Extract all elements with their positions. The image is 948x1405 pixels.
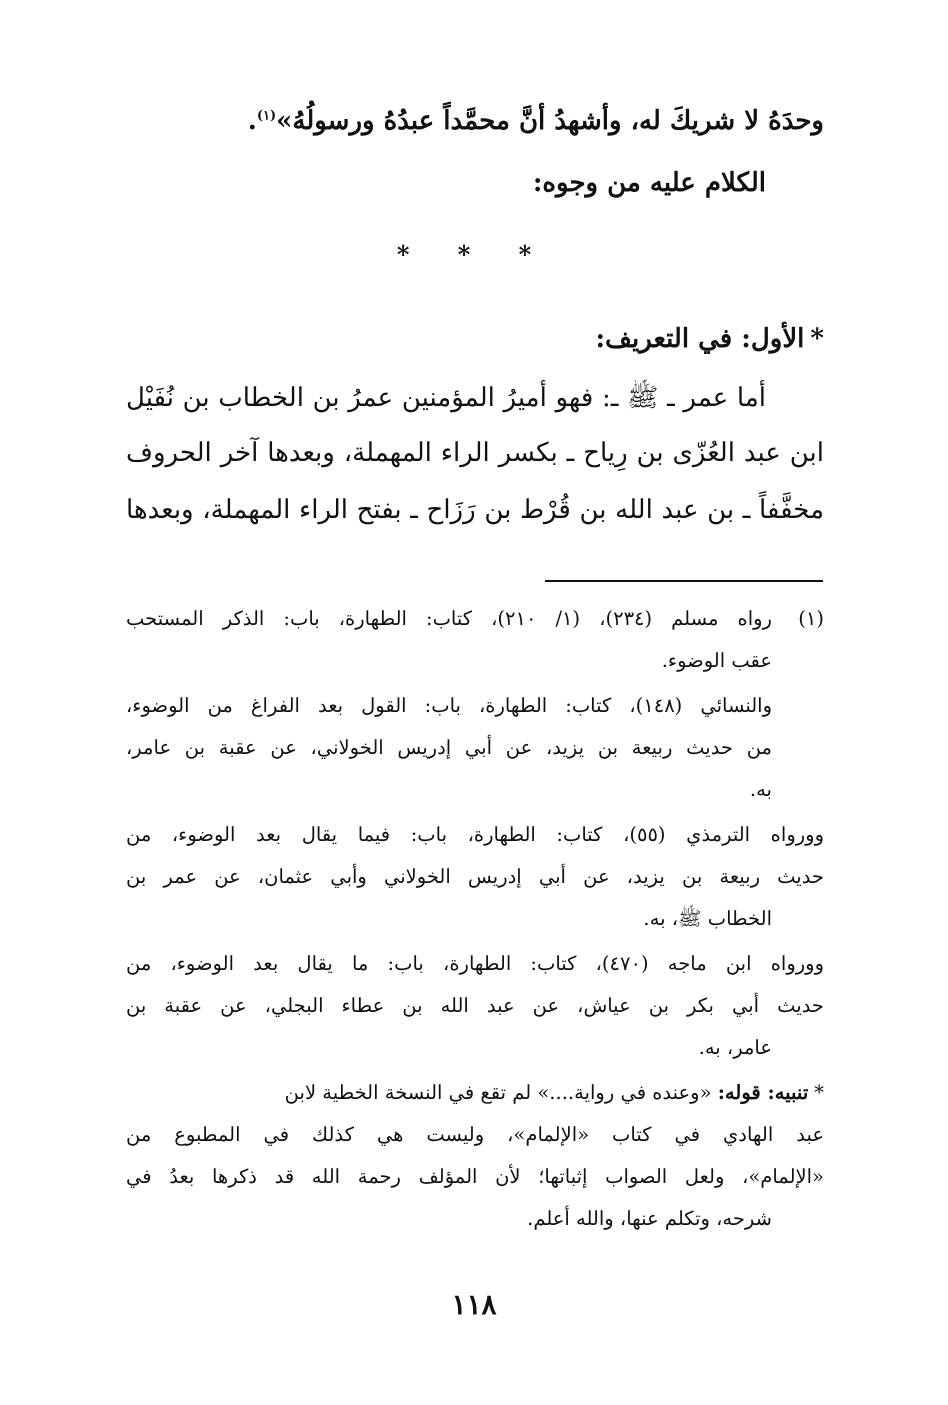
footnote-ref-1: (١) (256, 108, 277, 124)
note-text: «وعنده في رواية....» لم تقع في النسخة الخطية لابن (284, 1081, 712, 1104)
heading-star-icon: * (810, 324, 824, 354)
section-heading-text: الأول: في التعريف: (595, 324, 805, 354)
footnote-number: (١) (798, 607, 824, 630)
footnote-line-5: به. (749, 778, 772, 801)
footnote-line-6: وورواه الترمذي (٥٥)، كتاب: الطهارة، باب: فيما يقال بعد الوضوء، من (126, 823, 824, 846)
main-line-1-end: . (247, 106, 257, 136)
paragraph-line-2: ابن عبد العُزّى بن رِياح ـ بكسر الراء المهملة، وبعدها آخر الحروف (126, 438, 824, 468)
footnote-line-10: حديث أبي بكر بن عياش، عن عبد الله بن عطاء البجلي، عن عقبة بن (126, 994, 824, 1017)
footnote-line-4: من حديث ربيعة بن يزيد، عن أبي إدريس الخولاني، عن عقبة بن عامر، (126, 736, 772, 759)
footnote-line-9: وورواه ابن ماجه (٤٧٠)، كتاب: الطهارة، باب: ما يقال بعد الوضوء، من (126, 952, 824, 975)
footnote-line-7: حديث ربيعة بن يزيد، عن أبي إدريس الخولاني وأبي عثمان، عن عمر بن (126, 865, 824, 888)
main-line-1 (248, 106, 824, 136)
section-separator-stars: * * * (396, 240, 552, 269)
footnote-line-14: «الإلمام»، ولعل الصواب إثباتها؛ لأن المؤلف رحمة الله قد ذكرها بعدُ في (126, 1165, 824, 1188)
note-star-icon: * (814, 1081, 824, 1104)
paragraph-line-1: أما عمر ـ ﷺ ـ: فهو أميرُ المؤمنين عمرُ بن الخطاب بن نُفَيْل (126, 383, 766, 413)
footnote-line-15: شرحه، وتكلم عنها، والله أعلم. (527, 1207, 772, 1230)
note-label: تنبيه: قوله: (717, 1081, 809, 1104)
page-number: ١١٨ (451, 1288, 497, 1321)
footnote-line-13: عبد الهادي في كتاب «الإلمام»، وليست هي كذلك في المطبوع من (126, 1123, 824, 1146)
section-heading (595, 324, 824, 354)
footnote-line-8: الخطاب ﷺ، به. (643, 907, 772, 930)
footnote-line-11: عامر، به. (698, 1036, 772, 1059)
footnote-line-1: رواه مسلم (٢٣٤)، (١/ ٢١٠)، كتاب: الطهارة، باب: الذكر المستحب (126, 607, 772, 630)
footnote-line-2: عقب الوضوء. (661, 649, 772, 672)
main-line-2: الكلام عليه من وجوه: (532, 168, 766, 198)
main-line-1-text: وحدَهُ لا شريكَ له، وأشهدُ أنَّ محمَّداً عبدُهُ ورسولُهُ» (276, 106, 824, 136)
paragraph-line-3: مخفَّفاً ـ بن عبد الله بن قُرْط بن رَزَاح ـ بفتح الراء المهملة، وبعدها (126, 495, 824, 525)
footnote-line-3: والنسائي (١٤٨)، كتاب: الطهارة، باب: القول بعد الفراغ من الوضوء، (126, 694, 773, 717)
footnote-separator (545, 580, 823, 582)
footnote-line-12 (126, 1081, 824, 1104)
